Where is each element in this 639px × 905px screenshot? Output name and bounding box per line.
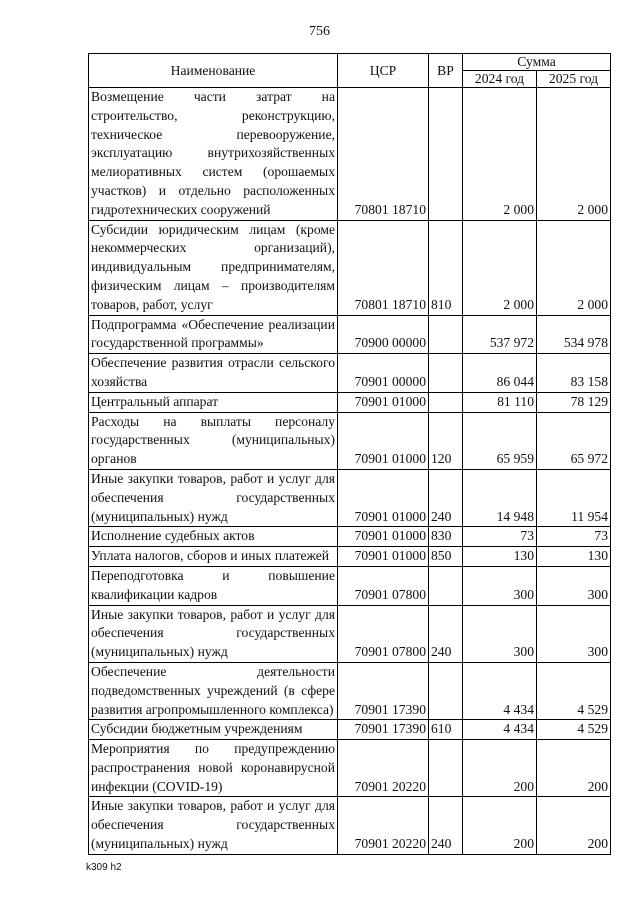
row-vr: 240 bbox=[429, 469, 463, 526]
row-vr: 610 bbox=[429, 720, 463, 740]
row-name: Переподготовка и повышение квалификации кадров bbox=[89, 566, 338, 605]
row-sum-2024: 200 bbox=[463, 797, 537, 854]
row-csr: 70901 17390 bbox=[338, 662, 429, 719]
row-vr: 850 bbox=[429, 547, 463, 567]
row-sum-2025: 78 129 bbox=[537, 392, 611, 412]
row-sum-2025: 4 529 bbox=[537, 662, 611, 719]
table-row bbox=[89, 315, 611, 354]
row-vr bbox=[429, 566, 463, 605]
table-row bbox=[89, 566, 611, 605]
row-sum-2024: 2 000 bbox=[463, 88, 537, 221]
table-row bbox=[89, 720, 611, 740]
row-csr: 70901 01000 bbox=[338, 547, 429, 567]
row-csr: 70901 01000 bbox=[338, 469, 429, 526]
row-sum-2025: 534 978 bbox=[537, 315, 611, 354]
row-name: Иные закупки товаров, работ и услуг для обеспечения государственных (муниципальных) нужд bbox=[89, 797, 338, 854]
row-sum-2024: 2 000 bbox=[463, 220, 537, 315]
row-sum-2024: 300 bbox=[463, 566, 537, 605]
row-name: Субсидии бюджетным учреждениям bbox=[89, 720, 338, 740]
row-csr: 70901 00000 bbox=[338, 354, 429, 393]
budget-table bbox=[88, 53, 611, 855]
table-row bbox=[89, 662, 611, 719]
row-name: Обеспечение деятельности подведомственных учреждений (в сфере развития агропромышленного комплекса) bbox=[89, 662, 338, 719]
header-name: Наименование bbox=[89, 54, 338, 88]
header-year-2024: 2024 год bbox=[463, 71, 537, 88]
table-row bbox=[89, 392, 611, 412]
row-csr: 70801 18710 bbox=[338, 88, 429, 221]
row-vr bbox=[429, 392, 463, 412]
row-name: Возмещение части затрат на строительство, реконструкцию, техническое перевооружение, эксплуатацию внутрихозяйственных мелиоративных систем (орошаемых участков) и отдельно расположенных гидротехнических сооружений bbox=[89, 88, 338, 221]
row-csr: 70901 01000 bbox=[338, 392, 429, 412]
row-name: Расходы на выплаты персоналу государственных (муниципальных) органов bbox=[89, 412, 338, 469]
row-sum-2025: 200 bbox=[537, 740, 611, 797]
row-vr: 810 bbox=[429, 220, 463, 315]
row-sum-2025: 73 bbox=[537, 527, 611, 547]
row-csr: 70901 20220 bbox=[338, 797, 429, 854]
row-sum-2024: 200 bbox=[463, 740, 537, 797]
row-csr: 70901 01000 bbox=[338, 527, 429, 547]
row-sum-2024: 4 434 bbox=[463, 720, 537, 740]
row-vr: 830 bbox=[429, 527, 463, 547]
row-vr: 240 bbox=[429, 797, 463, 854]
row-vr bbox=[429, 88, 463, 221]
row-sum-2025: 11 954 bbox=[537, 469, 611, 526]
row-vr: 120 bbox=[429, 412, 463, 469]
row-sum-2024: 14 948 bbox=[463, 469, 537, 526]
table-row bbox=[89, 469, 611, 526]
row-sum-2024: 73 bbox=[463, 527, 537, 547]
row-sum-2024: 130 bbox=[463, 547, 537, 567]
row-sum-2024: 81 110 bbox=[463, 392, 537, 412]
row-sum-2025: 2 000 bbox=[537, 220, 611, 315]
table-row bbox=[89, 547, 611, 567]
row-sum-2024: 300 bbox=[463, 605, 537, 662]
row-sum-2025: 300 bbox=[537, 605, 611, 662]
row-vr: 240 bbox=[429, 605, 463, 662]
row-name: Иные закупки товаров, работ и услуг для обеспечения государственных (муниципальных) нужд bbox=[89, 469, 338, 526]
row-sum-2024: 86 044 bbox=[463, 354, 537, 393]
row-name: Уплата налогов, сборов и иных платежей bbox=[89, 547, 338, 567]
row-name: Обеспечение развития отрасли сельского хозяйства bbox=[89, 354, 338, 393]
table-row bbox=[89, 797, 611, 854]
row-csr: 70901 07800 bbox=[338, 605, 429, 662]
row-csr: 70900 00000 bbox=[338, 315, 429, 354]
table-row bbox=[89, 527, 611, 547]
header-csr: ЦСР bbox=[338, 54, 429, 88]
row-sum-2025: 130 bbox=[537, 547, 611, 567]
row-csr: 70901 01000 bbox=[338, 412, 429, 469]
row-name: Центральный аппарат bbox=[89, 392, 338, 412]
row-vr bbox=[429, 662, 463, 719]
row-csr: 70901 07800 bbox=[338, 566, 429, 605]
row-name: Субсидии юридическим лицам (кроме некоммерческих организаций), индивидуальным предпринимателям, физическим лицам – производителям товаров, работ, услуг bbox=[89, 220, 338, 315]
row-sum-2024: 65 959 bbox=[463, 412, 537, 469]
row-sum-2025: 200 bbox=[537, 797, 611, 854]
header-sum: Сумма bbox=[463, 54, 611, 71]
row-sum-2024: 537 972 bbox=[463, 315, 537, 354]
row-sum-2025: 65 972 bbox=[537, 412, 611, 469]
row-vr bbox=[429, 354, 463, 393]
header-year-2025: 2025 год bbox=[537, 71, 611, 88]
row-name: Подпрограмма «Обеспечение реализации государственной программы» bbox=[89, 315, 338, 354]
table-row bbox=[89, 605, 611, 662]
row-name: Иные закупки товаров, работ и услуг для обеспечения государственных (муниципальных) нужд bbox=[89, 605, 338, 662]
row-name: Исполнение судебных актов bbox=[89, 527, 338, 547]
row-sum-2025: 83 158 bbox=[537, 354, 611, 393]
row-csr: 70801 18710 bbox=[338, 220, 429, 315]
row-sum-2025: 4 529 bbox=[537, 720, 611, 740]
row-vr bbox=[429, 740, 463, 797]
table-row bbox=[89, 740, 611, 797]
footer-code: k309 h2 bbox=[86, 862, 122, 873]
row-sum-2024: 4 434 bbox=[463, 662, 537, 719]
table-row bbox=[89, 354, 611, 393]
table-row bbox=[89, 412, 611, 469]
row-csr: 70901 17390 bbox=[338, 720, 429, 740]
row-csr: 70901 20220 bbox=[338, 740, 429, 797]
table-row bbox=[89, 88, 611, 221]
row-vr bbox=[429, 315, 463, 354]
row-name: Мероприятия по предупреждению распространения новой коронавирусной инфекции (COVID-19) bbox=[89, 740, 338, 797]
row-sum-2025: 2 000 bbox=[537, 88, 611, 221]
header-vr: ВР bbox=[429, 54, 463, 88]
table-row bbox=[89, 220, 611, 315]
page-number: 756 bbox=[309, 24, 330, 39]
table-body bbox=[89, 88, 611, 855]
row-sum-2025: 300 bbox=[537, 566, 611, 605]
